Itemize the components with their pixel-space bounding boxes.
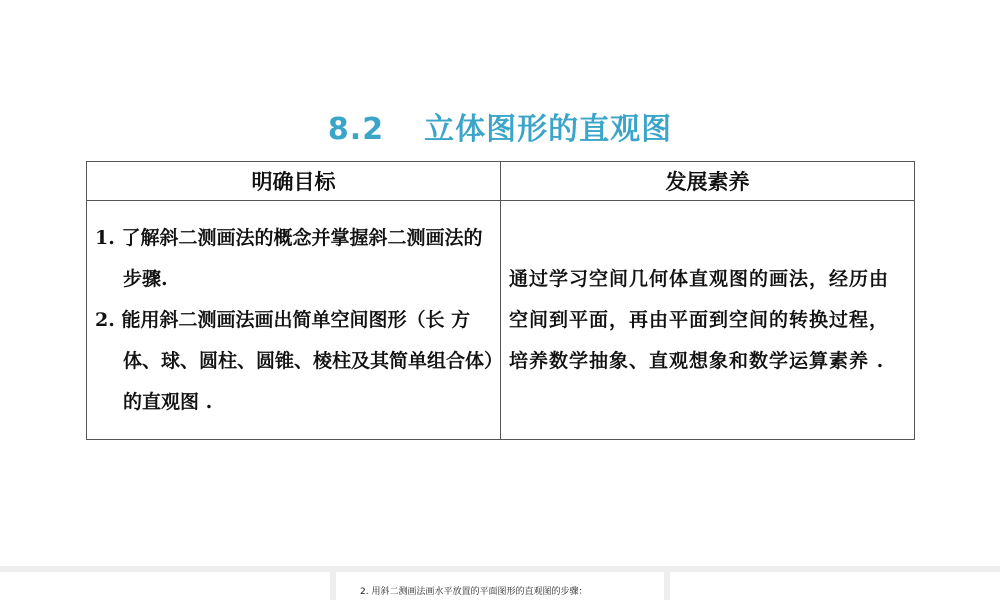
slide-title: [0, 104, 1000, 148]
header-clear-goals: 明确目标: [87, 162, 501, 201]
section-title: 立体图形的直观图: [424, 112, 673, 147]
header-develop-literacy: 发展素养: [501, 162, 915, 201]
slide-thumbnail-after[interactable]: [670, 572, 1000, 600]
slide-thumbnail-next[interactable]: [336, 572, 664, 600]
literacy-cell: [501, 201, 915, 440]
goal-item-2: 2. 能用斜二测画法画出简单空间图形（长 方体、球、圆柱、圆锥、棱柱及其简单组合体）的直观图 .: [95, 308, 494, 413]
literacy-text: 通过学习空间几何体直观图的画法，经历由空间到平面，再由平面到空间的转换过程，培养数学抽象、直观想象和数学运算素养 .: [509, 267, 890, 372]
goal-item-1: 1. 了解斜二测画法的概念并掌握斜二测画法的步骤.: [95, 226, 483, 290]
slide-thumbnail-strip: [0, 566, 1000, 600]
table-row: [87, 201, 915, 440]
thumbnail-text: 2. 用斜二测画法画水平放置的平面图形的直观图的步骤：: [360, 587, 588, 597]
goals-cell: [87, 201, 501, 440]
goals-table: [86, 161, 915, 440]
table-header-row: [87, 162, 915, 201]
slide-thumbnail-prev[interactable]: [0, 572, 330, 600]
section-number: 8.2: [327, 112, 385, 147]
